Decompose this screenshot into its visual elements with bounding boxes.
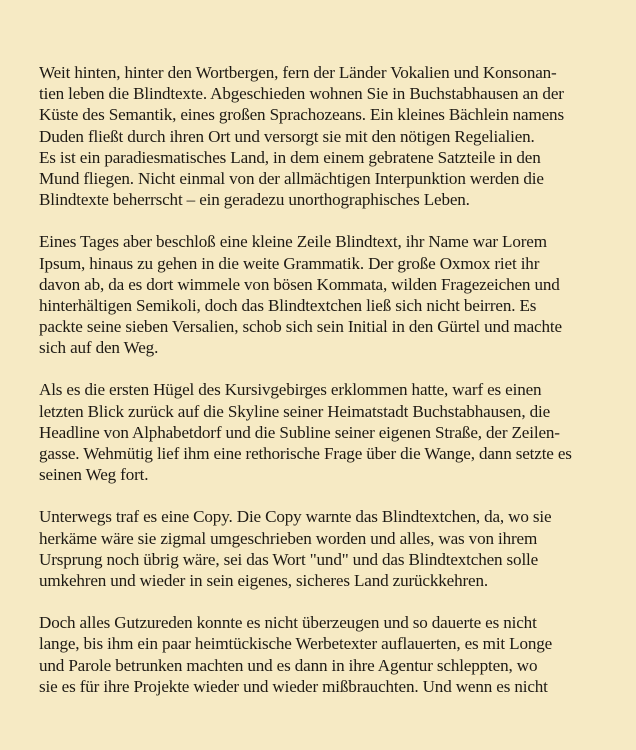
text-line: hinterhältigen Semikoli, doch das Blindtextchen ließ sich nicht beirren. Es [39,295,537,315]
text-line: packte seine sieben Versalien, schob sich sein Initial in den Gürtel und machte [39,317,562,337]
text-line: Headline von Alphabetdorf und die Subline seiner eigenen Straße, der Zeilen- [39,422,560,442]
text-line: sich auf den Weg. [39,338,159,358]
text-line: Mund fliegen. Nicht einmal von der allmächtigen Interpunktion werden die [39,168,544,188]
text-line: letzten Blick zurück auf die Skyline seiner Heimatstadt Buchstabhausen, die [39,401,551,421]
text-line: lange, bis ihm ein paar heimtückische Werbetexter auflauerten, es mit Longe [39,634,553,654]
text-line: tien leben die Blindtexte. Abgeschieden wohnen Sie in Buchstabhausen an der [39,84,564,104]
text-line: davon ab, da es dort wimmele von bösen Kommata, wilden Fragezeichen und [39,274,560,294]
paragraph-4 [39,506,599,591]
paragraph-2 [39,231,599,358]
text-line: herkäme wäre sie zigmal umgeschrieben worden und alles, was von ihrem [39,528,538,548]
text-line: Weit hinten, hinter den Wortbergen, fern der Länder Vokalien und Konsonan- [39,63,557,82]
text-line: Ipsum, hinaus zu gehen in die weite Grammatik. Der große Oxmox riet ihr [39,253,540,273]
text-line: umkehren und wieder in sein eigenes, sicheres Land zurückkehren. [39,570,489,590]
text-line: gasse. Wehmütig lief ihm eine rethorische Frage über die Wange, dann setzte es [39,444,572,463]
text-line: Eines Tages aber beschloß eine kleine Zeile Blindtext, ihr Name war Lorem [39,232,547,252]
text-line: Es ist ein paradiesmatisches Land, in dem einem gebratene Satzteile in den [39,147,541,167]
text-line: Ursprung noch übrig wäre, sei das Wort "und" und das Blindtextchen solle [39,549,539,569]
paragraph-5 [39,612,599,697]
paragraph-3 [39,379,599,485]
text-line: Unterwegs traf es eine Copy. Die Copy warnte das Blindtextchen, da, wo sie [39,507,552,527]
text-line: sie es für ihre Projekte wieder und wieder mißbrauchten. Und wenn es nicht [39,676,548,696]
text-line: Blindtexte beherrscht – ein geradezu unorthographisches Leben. [39,190,470,210]
text-line: und Parole betrunken machten und es dann in ihre Agentur schleppten, wo [39,655,538,675]
text-line: Doch alles Gutzureden konnte es nicht überzeugen und so dauerte es nicht [39,613,537,633]
paragraph-1 [39,62,599,210]
text-line: Als es die ersten Hügel des Kursivgebirges erklommen hatte, warf es einen [39,380,542,400]
text-line: Duden fließt durch ihren Ort und versorgt sie mit den nötigen Regelialien. [39,126,535,146]
text-line: Küste des Semantik, eines großen Sprachozeans. Ein kleines Bächlein namens [39,105,564,125]
text-line: seinen Weg fort. [39,465,149,485]
